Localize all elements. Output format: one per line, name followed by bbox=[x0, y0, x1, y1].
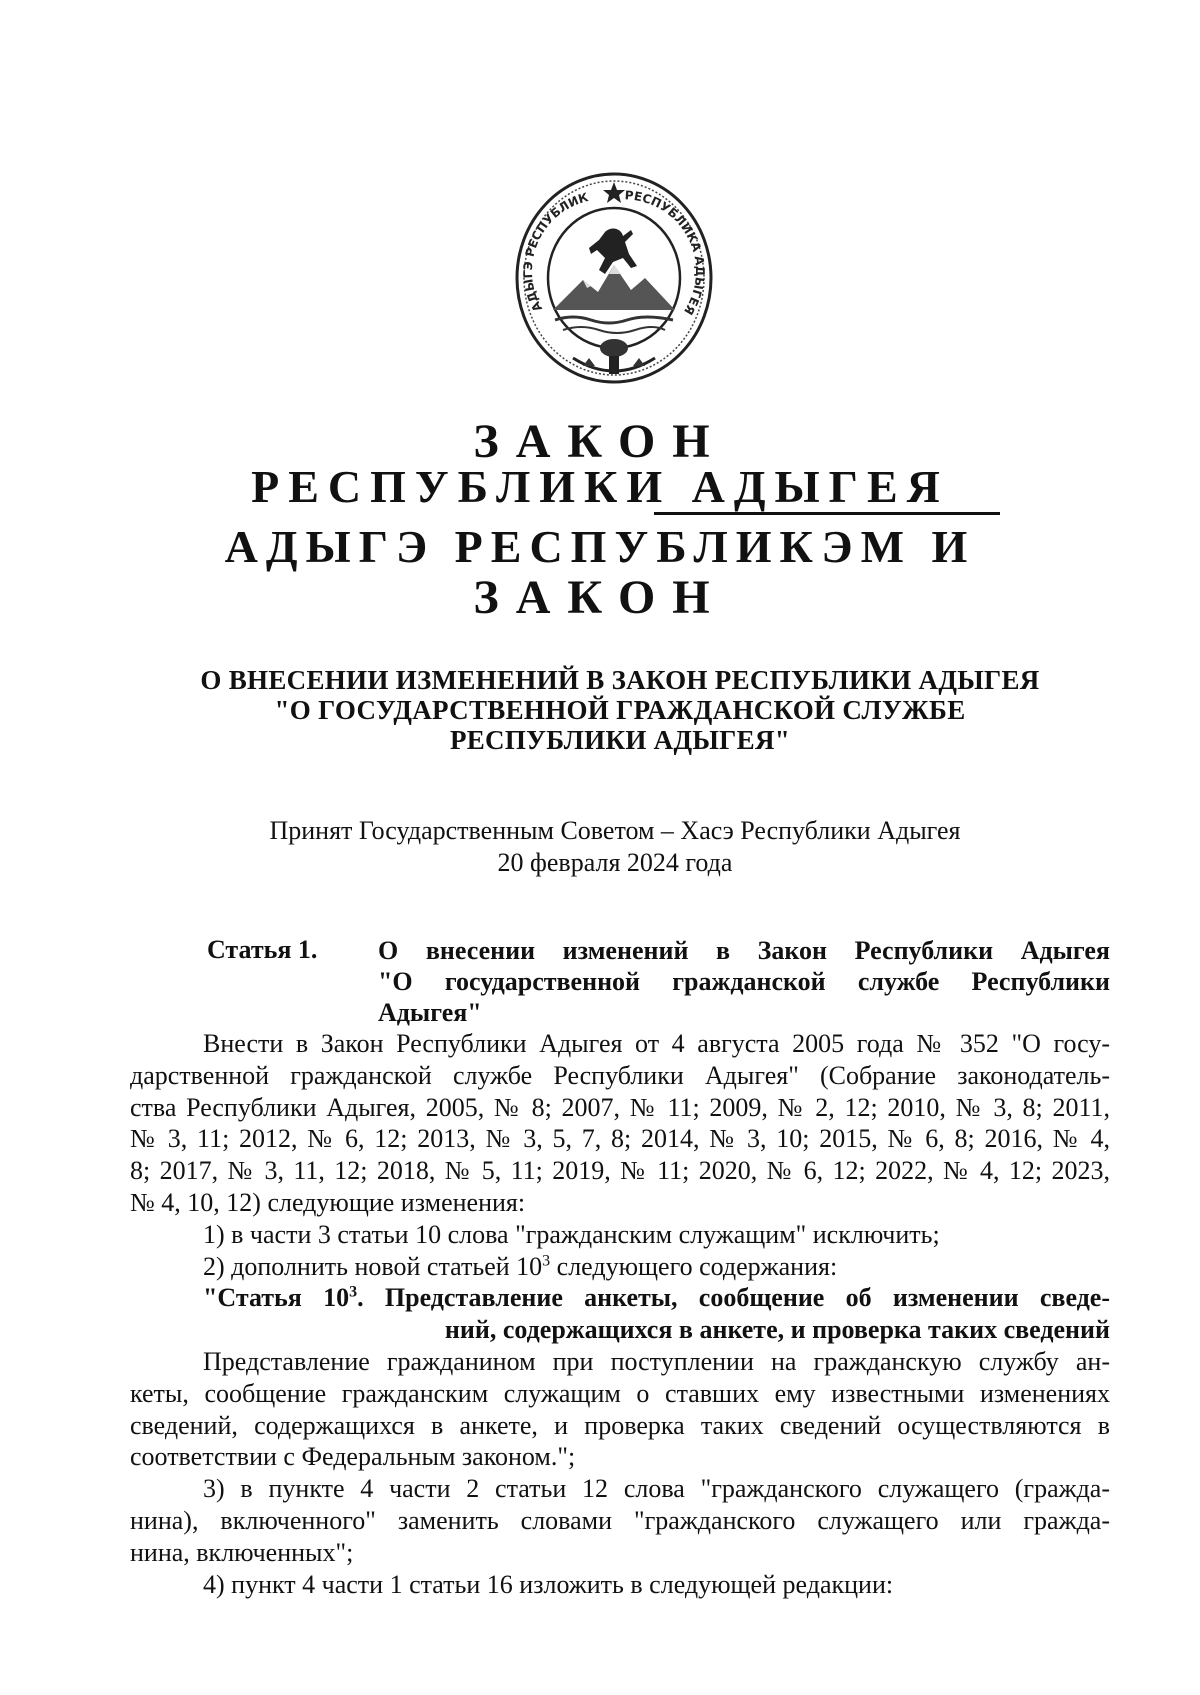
article-10-3-label bbox=[203, 1283, 364, 1312]
title-adyghe-republic: АДЫГЭ РЕСПУБЛИКЭМ И bbox=[224, 521, 976, 572]
adoption-body: Принят Государственным Советом – Хасэ Республики Адыгея bbox=[269, 816, 961, 845]
article-title-line: О внесении изменений в Закон Республики Адыгея bbox=[378, 936, 1110, 965]
amendment-item-1: 1) в части 3 статьи 10 слова "гражданским служащим" исключить; bbox=[203, 1219, 940, 1249]
body-line: Внести в Закон Республики Адыгея от 4 августа 2005 года № 352 "О госу- bbox=[203, 1029, 1110, 1058]
article-1-body bbox=[130, 1028, 1110, 1600]
body-line: Представление гражданином при поступлении на гражданскую службу ан- bbox=[203, 1346, 1110, 1376]
item-2-superscript: 3 bbox=[542, 1251, 551, 1269]
article-10-3-title-2: ний, содержащихся в анкете, и проверка таких сведений bbox=[444, 1315, 1110, 1345]
title-republic: РЕСПУБЛИКИ АДЫГЕЯ bbox=[251, 461, 949, 512]
body-line: кеты, сообщение гражданским служащим о ставших ему известными изменениях bbox=[130, 1378, 1110, 1408]
article-10-3-superscript: 3 bbox=[349, 1283, 358, 1301]
title-zakon: ЗАКОН bbox=[473, 415, 727, 468]
body-line: № 4, 10, 12) следующие изменения: bbox=[130, 1187, 526, 1217]
emblem-text-left: АДЫГЭ РЕСПУБЛИК bbox=[520, 190, 590, 314]
body-line: № 3, 11; 2012, № 6, 12; 2013, № 3, 5, 7, 8; 2014, № 3, 10; 2015, № 6, 8; 2016, № 4, bbox=[130, 1124, 1110, 1154]
item-2-text-after: следующего содержания: bbox=[550, 1251, 838, 1281]
adoption-date: 20 февраля 2024 года bbox=[497, 848, 733, 877]
amendment-item-4: 4) пункт 4 части 1 статьи 16 изложить в следующей редакции: bbox=[203, 1569, 894, 1599]
body-line: соответствии с Федеральным законом."; bbox=[130, 1442, 576, 1472]
article-10-3-label-text: "Статья 10 bbox=[203, 1283, 350, 1313]
article-10-3-title-1: Представление анкеты, сообщение об изменении сведе- bbox=[384, 1283, 1110, 1313]
body-line: сведений, содержащихся в анкете, и проверка таких сведений осуществляются в bbox=[130, 1410, 1110, 1440]
coat-of-arms-icon bbox=[513, 170, 715, 398]
body-line: нина), включенного" заменить словами "гражданского служащего или гражда- bbox=[130, 1505, 1110, 1535]
body-line: дарственной гражданской службе Республики Адыгея" (Собрание законодатель- bbox=[130, 1060, 1110, 1090]
item-2-text: 2) дополнить новой статьей 10 bbox=[203, 1251, 543, 1281]
article-10-3-label-dot: . bbox=[357, 1283, 364, 1313]
emblem-text-right: РЕСПУБЛИКА АДЫГЕЯ bbox=[624, 188, 707, 318]
subtitle-line: О ВНЕСЕНИИ ИЗМЕНЕНИЙ В ЗАКОН РЕСПУБЛИКИ АДЫГЕЯ bbox=[200, 665, 1040, 695]
body-line: 8; 2017, № 3, 11, 12; 2018, № 5, 11; 2019, № 11; 2020, № 6, 12; 2022, № 4, 12; 2023, bbox=[130, 1156, 1110, 1186]
title-zakon-adyghe: ЗАКОН bbox=[473, 571, 727, 624]
body-line: ства Республики Адыгея, 2005, № 8; 2007, № 11; 2009, № 2, 12; 2010, № 3, 8; 2011, bbox=[130, 1092, 1110, 1122]
body-line: нина, включенных"; bbox=[130, 1537, 354, 1567]
title-divider bbox=[654, 512, 1000, 515]
subtitle-line: "О ГОСУДАРСТВЕННОЙ ГРАЖДАНСКОЙ СЛУЖБЕ bbox=[274, 695, 966, 725]
law-subtitle bbox=[140, 665, 1100, 755]
adoption-note bbox=[150, 815, 1080, 879]
amendment-item-2 bbox=[130, 1251, 1110, 1283]
article-title-line: Адыгея" bbox=[378, 998, 482, 1027]
article-1-title bbox=[378, 935, 1110, 1028]
subtitle-line: РЕСПУБЛИКИ АДЫГЕЯ" bbox=[449, 725, 791, 755]
article-title-line: "О государственной гражданской службе Республики bbox=[378, 967, 1110, 996]
article-10-3-heading bbox=[130, 1282, 1110, 1314]
amendment-item-3: 3) в пункте 4 части 2 статьи 12 слова "гражданского служащего (гражда- bbox=[203, 1474, 1110, 1504]
article-1-label: Статья 1. bbox=[207, 935, 318, 964]
